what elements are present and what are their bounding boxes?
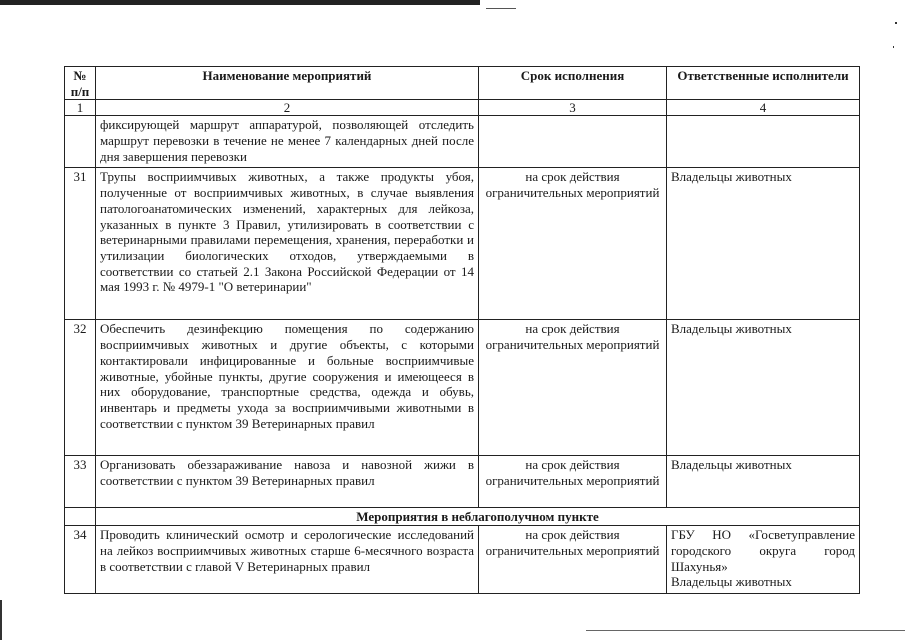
row-text: фиксирующей маршрут аппаратурой, позволяющей отследить маршрут перевозки в течение не менее 7 календарных дней после дня завершения перевозки [96, 116, 479, 168]
row-responsible [667, 526, 860, 594]
row-number: 32 [65, 320, 96, 456]
table-row-continuation [65, 116, 860, 168]
row-text: Обеспечить дезинфекцию помещения по содержанию восприимчивых животных и другие объекты, с которыми контактировали инфицированные и больные восприимчивые животные, убойные пункты, другие сооружения и имеющееся в них оборудование, транспортные средства, одежда и обувь, инвентарь и предметы ухода за восприимчивыми животными в соответствии с пунктом 39 Ветеринарных правил [96, 320, 479, 456]
row-term: на срок действия ограничительных мероприятий [479, 168, 667, 320]
row-number: 34 [65, 526, 96, 594]
table-row [65, 320, 860, 456]
col-number: 3 [479, 100, 667, 116]
column-number-row [65, 100, 860, 116]
row-responsible: Владельцы животных [667, 456, 860, 508]
scan-speck [893, 46, 894, 48]
table-row [65, 168, 860, 320]
row-responsible: Владельцы животных [667, 168, 860, 320]
col-number: 2 [96, 100, 479, 116]
measures-table [64, 66, 860, 594]
header-term: Срок исполнения [479, 67, 667, 100]
row-number: 31 [65, 168, 96, 320]
scan-mark-top [486, 8, 516, 9]
header-responsible: Ответственные исполнители [667, 67, 860, 100]
scan-edge-top [0, 0, 480, 5]
row-text: Организовать обеззараживание навоза и навозной жижи в соответствии с пунктом 39 Ветеринарных правил [96, 456, 479, 508]
row-text: Трупы восприимчивых животных, а также продукты убоя, полученные от восприимчивых животных, в случае выявления патологоанатомических изменений, характерных для лейкоза, указанных в пункте 3 Правил, утилизировать в соответствии с ветеринарными правилами перемещения, хранения, переработки и утилизации биологических отходов, утверждаемыми в соответствии со статьей 2.1 Закона Российской Федерации от 14 мая 1993 г. № 4979-1 "О ветеринарии" [96, 168, 479, 320]
scan-edge-left [0, 600, 2, 640]
col-number: 1 [65, 100, 96, 116]
header-num: № п/п [65, 67, 96, 100]
responsible-owners: Владельцы животных [671, 574, 792, 590]
table-row [65, 456, 860, 508]
scan-edge-bottom [586, 630, 905, 631]
responsible-org: ГБУ НО «Госветуправление городского округа город Шахунья» [671, 527, 855, 574]
row-term: на срок действия ограничительных мероприятий [479, 456, 667, 508]
row-text: Проводить клинический осмотр и серологические исследований на лейкоз восприимчивых животных старше 6-месячного возраста в соответствии с главой V Ветеринарных правил [96, 526, 479, 594]
row-number: 33 [65, 456, 96, 508]
row-responsible: Владельцы животных [667, 320, 860, 456]
header-row [65, 67, 860, 100]
section-row [65, 508, 860, 526]
row-term: на срок действия ограничительных мероприятий [479, 526, 667, 594]
section-title: Мероприятия в неблагополучном пункте [96, 508, 860, 526]
scan-speck [895, 22, 897, 24]
table-row [65, 526, 860, 594]
header-name: Наименование мероприятий [96, 67, 479, 100]
col-number: 4 [667, 100, 860, 116]
row-term: на срок действия ограничительных мероприятий [479, 320, 667, 456]
